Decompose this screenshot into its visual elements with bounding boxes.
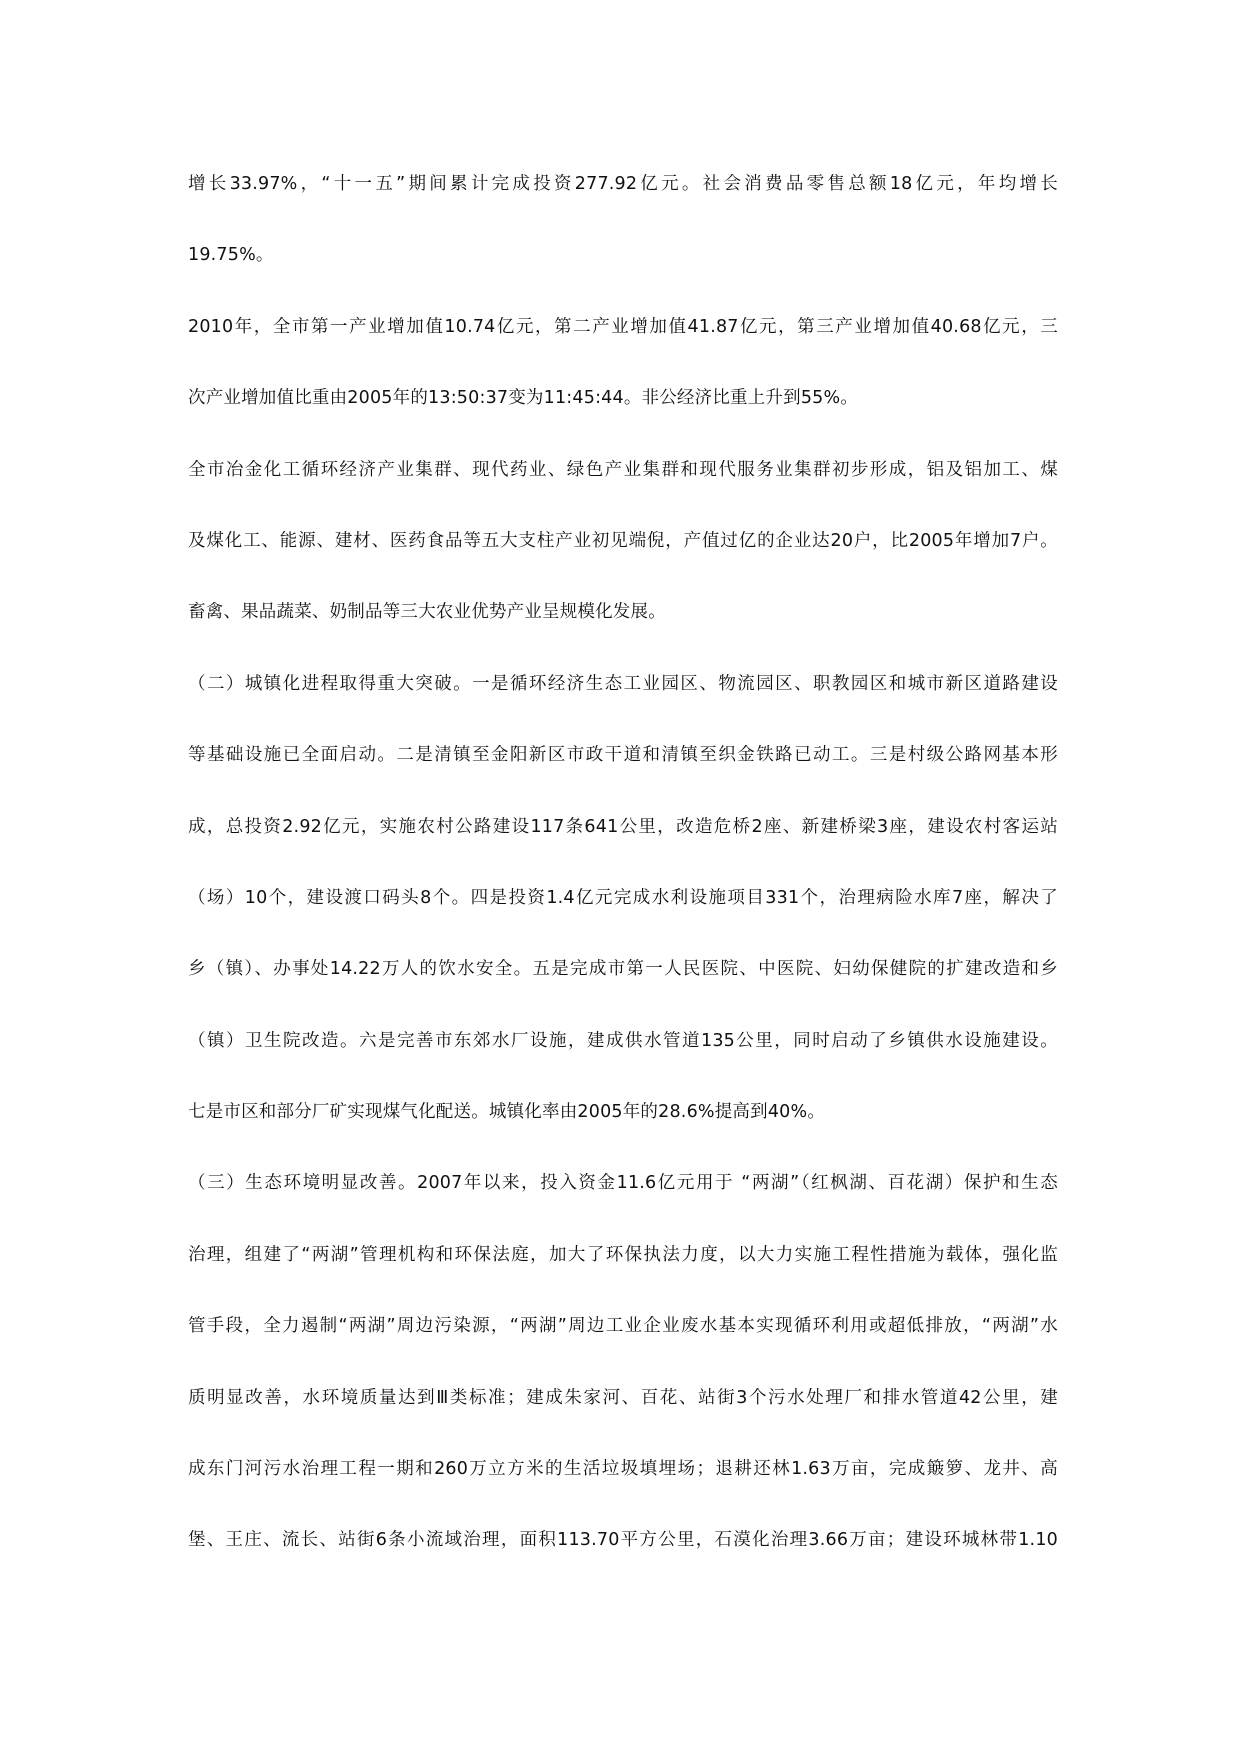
text-line: 畜禽、果品蔬菜、奶制品等三大农业优势产业呈规模化发展。 bbox=[188, 602, 666, 623]
text-line: 19.75%。 bbox=[188, 245, 274, 266]
text-line: 等基础设施已全面启动。二是清镇至金阳新区市政干道和清镇至织金铁路已动工。三是村级公路网基本形 bbox=[188, 745, 1058, 766]
text-line: 次产业增加值比重由2005年的13:50:37变为11:45:44。非公经济比重上升到55%。 bbox=[188, 388, 859, 409]
text-line: 乡（镇）、办事处14.22万人的饮水安全。五是完成市第一人民医院、中医院、妇幼保健院的扩建改造和乡 bbox=[188, 959, 1058, 980]
text-line: （二）城镇化进程取得重大突破。一是循环经济生态工业园区、物流园区、职教园区和城市新区道路建设 bbox=[188, 673, 1058, 694]
paragraph-ecological-environment bbox=[188, 1167, 1058, 1595]
text-line: 堡、王庄、流长、站街6条小流域治理，面积113.70平方公里，石漠化治理3.66万亩；建设环城林带1.10 bbox=[188, 1530, 1058, 1551]
text-line: 及煤化工、能源、建材、医药食品等五大支柱产业初见端倪，产值过亿的企业达20户，比2005年增加7户。 bbox=[188, 530, 1058, 551]
text-line: 2010年，全市第一产业增加值10.74亿元，第二产业增加值41.87亿元，第三产业增加值40.68亿元，三 bbox=[188, 316, 1058, 337]
paragraph-industry-value-2010 bbox=[188, 311, 1058, 454]
text-line: （镇）卫生院改造。六是完善市东郊水厂设施，建成供水管道135公里，同时启动了乡镇供水设施建设。 bbox=[188, 1030, 1058, 1051]
text-line: 七是市区和部分厂矿实现煤气化配送。城镇化率由2005年的28.6%提高到40%。 bbox=[188, 1102, 826, 1123]
paragraph-urbanization bbox=[188, 668, 1058, 1168]
text-line: 成，总投资2.92亿元，实施农村公路建设117条641公里，改造危桥2座、新建桥梁3座，建设农村客运站 bbox=[188, 816, 1058, 837]
paragraph-industry-clusters bbox=[188, 454, 1058, 668]
text-line: （三）生态环境明显改善。2007年以来，投入资金11.6亿元用于 “两湖”（红枫湖、百花湖）保护和生态 bbox=[188, 1173, 1058, 1194]
text-line: 成东门河污水治理工程一期和260万立方米的生活垃圾填埋场；退耕还林1.63万亩，完成簸箩、龙井、高 bbox=[188, 1459, 1058, 1480]
text-line: 全市冶金化工循环经济产业集群、现代药业、绿色产业集群和现代服务业集群初步形成，铝及铝加工、煤 bbox=[188, 459, 1058, 480]
paragraph-investment-growth bbox=[188, 168, 1058, 311]
document-body bbox=[188, 168, 1058, 1596]
text-line: （场）10个，建设渡口码头8个。四是投资1.4亿元完成水利设施项目331个，治理病险水库7座，解决了 bbox=[188, 887, 1058, 908]
text-line: 质明显改善，水环境质量达到Ⅲ类标准；建成朱家河、百花、站街3个污水处理厂和排水管道42公里，建 bbox=[188, 1387, 1058, 1408]
text-line: 治理，组建了“两湖”管理机构和环保法庭，加大了环保执法力度，以大力实施工程性措施为载体，强化监 bbox=[188, 1244, 1058, 1265]
text-line: 管手段，全力遏制“两湖”周边污染源，“两湖”周边工业企业废水基本实现循环利用或超低排放，“两湖”水 bbox=[188, 1316, 1058, 1337]
text-line: 增长33.97%，“十一五”期间累计完成投资277.92亿元。社会消费品零售总额18亿元，年均增长 bbox=[188, 174, 1058, 194]
